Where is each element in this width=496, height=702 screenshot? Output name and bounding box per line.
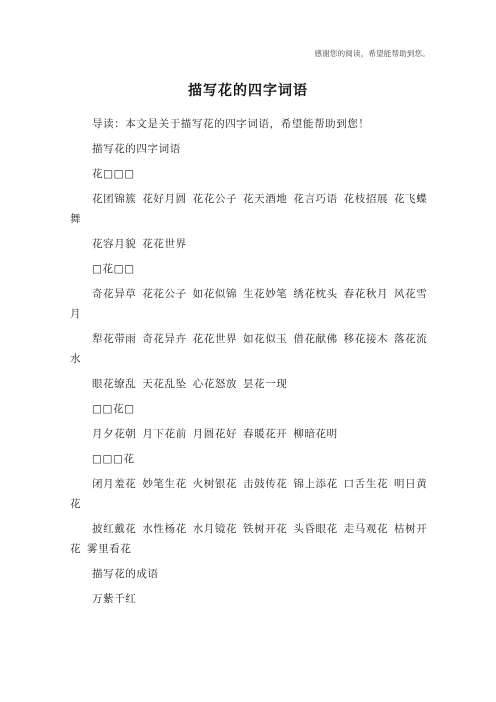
idiom-list: 月夕花朝 月下花前 月圆花好 春暖花开 柳暗花明 [92, 428, 338, 440]
section-heading: 描写花的成语 [92, 568, 159, 580]
idiom-list: 闭月羞花 妙笔生花 火树银花 击鼓传花 锦上添花 口舌生花 明日黄花 [70, 478, 428, 510]
pattern-heading: □□□花 [92, 453, 135, 465]
idiom-list: 奇花异草 花花公子 如花似锦 生花妙笔 绣花枕头 春花秋月 风花雪月 [70, 288, 428, 320]
pattern-heading: □花□□ [92, 263, 135, 275]
idiom-list: 披红戴花 水性杨花 水月镜花 铁树开花 头昏眼花 走马观花 枯树开花 雾里看花 [70, 523, 428, 555]
pattern-heading: □□花□ [92, 403, 135, 415]
idiom-list: 花容月貌 花花世界 [92, 238, 187, 250]
idiom-list: 花团锦簇 花好月圆 花花公子 花天酒地 花言巧语 花枝招展 花飞蝶舞 [70, 193, 428, 225]
idiom-list: 犁花带雨 奇花异卉 花花世界 如花似玉 借花献佛 移花接木 落花流水 [70, 333, 428, 365]
document-body [70, 114, 432, 614]
pattern-heading: 花□□□ [92, 168, 135, 180]
idiom-list: 眼花缭乱 天花乱坠 心花怒放 昙花一现 [92, 378, 288, 390]
idiom-list: 万紫千红 [92, 593, 137, 605]
header-note: 感谢您的阅读，希望能帮助到您。 [314, 49, 430, 58]
section-heading: 描写花的四字词语 [92, 143, 181, 155]
intro-paragraph: 导读：本文是关于描写花的四字词语，希望能帮助到您！ [92, 118, 370, 130]
document-title: 描写花的四字词语 [188, 83, 308, 99]
